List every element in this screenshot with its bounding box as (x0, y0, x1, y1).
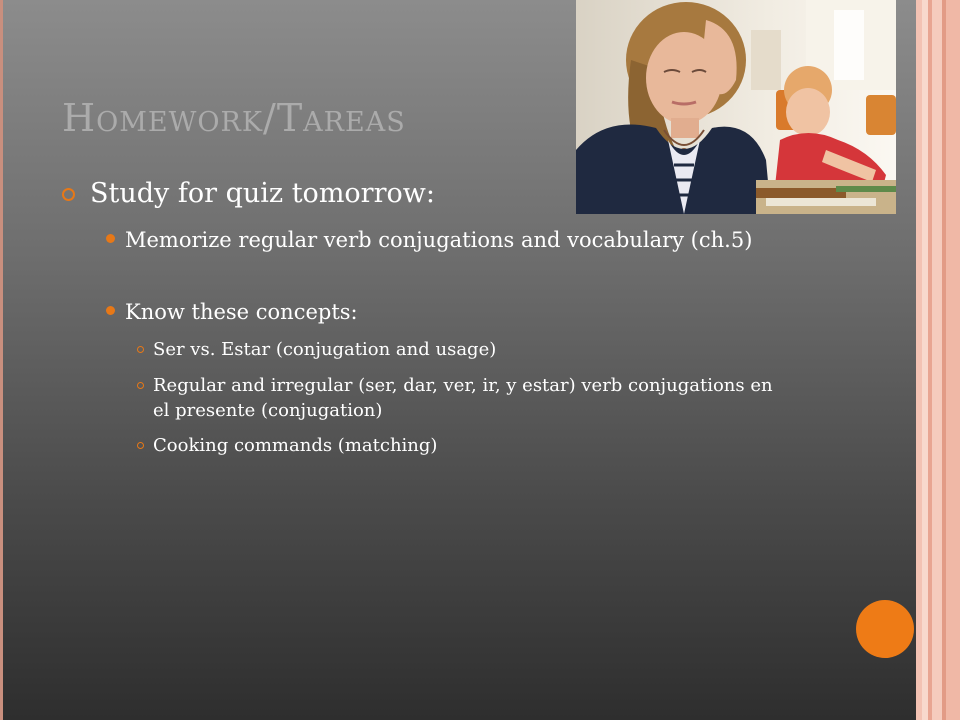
slide-title: Homework/Tareas (62, 96, 406, 140)
bullet-icon (62, 188, 75, 201)
bullet-icon (137, 382, 144, 389)
list-item-text: Cooking commands (matching) (153, 435, 438, 456)
list-item-level3 (137, 433, 773, 458)
list-item-level2 (106, 297, 815, 327)
list-item-text: Know these concepts: (125, 300, 358, 324)
bullet-icon (137, 442, 144, 449)
decorative-orange-circle (856, 600, 914, 658)
tired-mother-and-child-homework-photo (576, 0, 896, 214)
bullet-icon (106, 306, 115, 315)
decorative-stripes (916, 0, 960, 720)
list-item-level3 (137, 373, 773, 423)
bullet-icon (137, 346, 144, 353)
list-item-text: Study for quiz tomorrow: (90, 178, 435, 209)
slide-left-border (0, 0, 3, 720)
list-item-level3 (137, 337, 773, 362)
list-item-level1 (62, 178, 435, 209)
list-item-text: Ser vs. Estar (conjugation and usage) (153, 339, 497, 360)
list-item-text: Memorize regular verb conjugations and vocabulary (ch.5) (125, 228, 753, 252)
list-item-text: Regular and irregular (ser, dar, ver, ir, y estar) verb conjugations en el presente (conjugation) (153, 375, 773, 421)
list-item-level2 (106, 225, 815, 255)
bullet-icon (106, 234, 115, 243)
